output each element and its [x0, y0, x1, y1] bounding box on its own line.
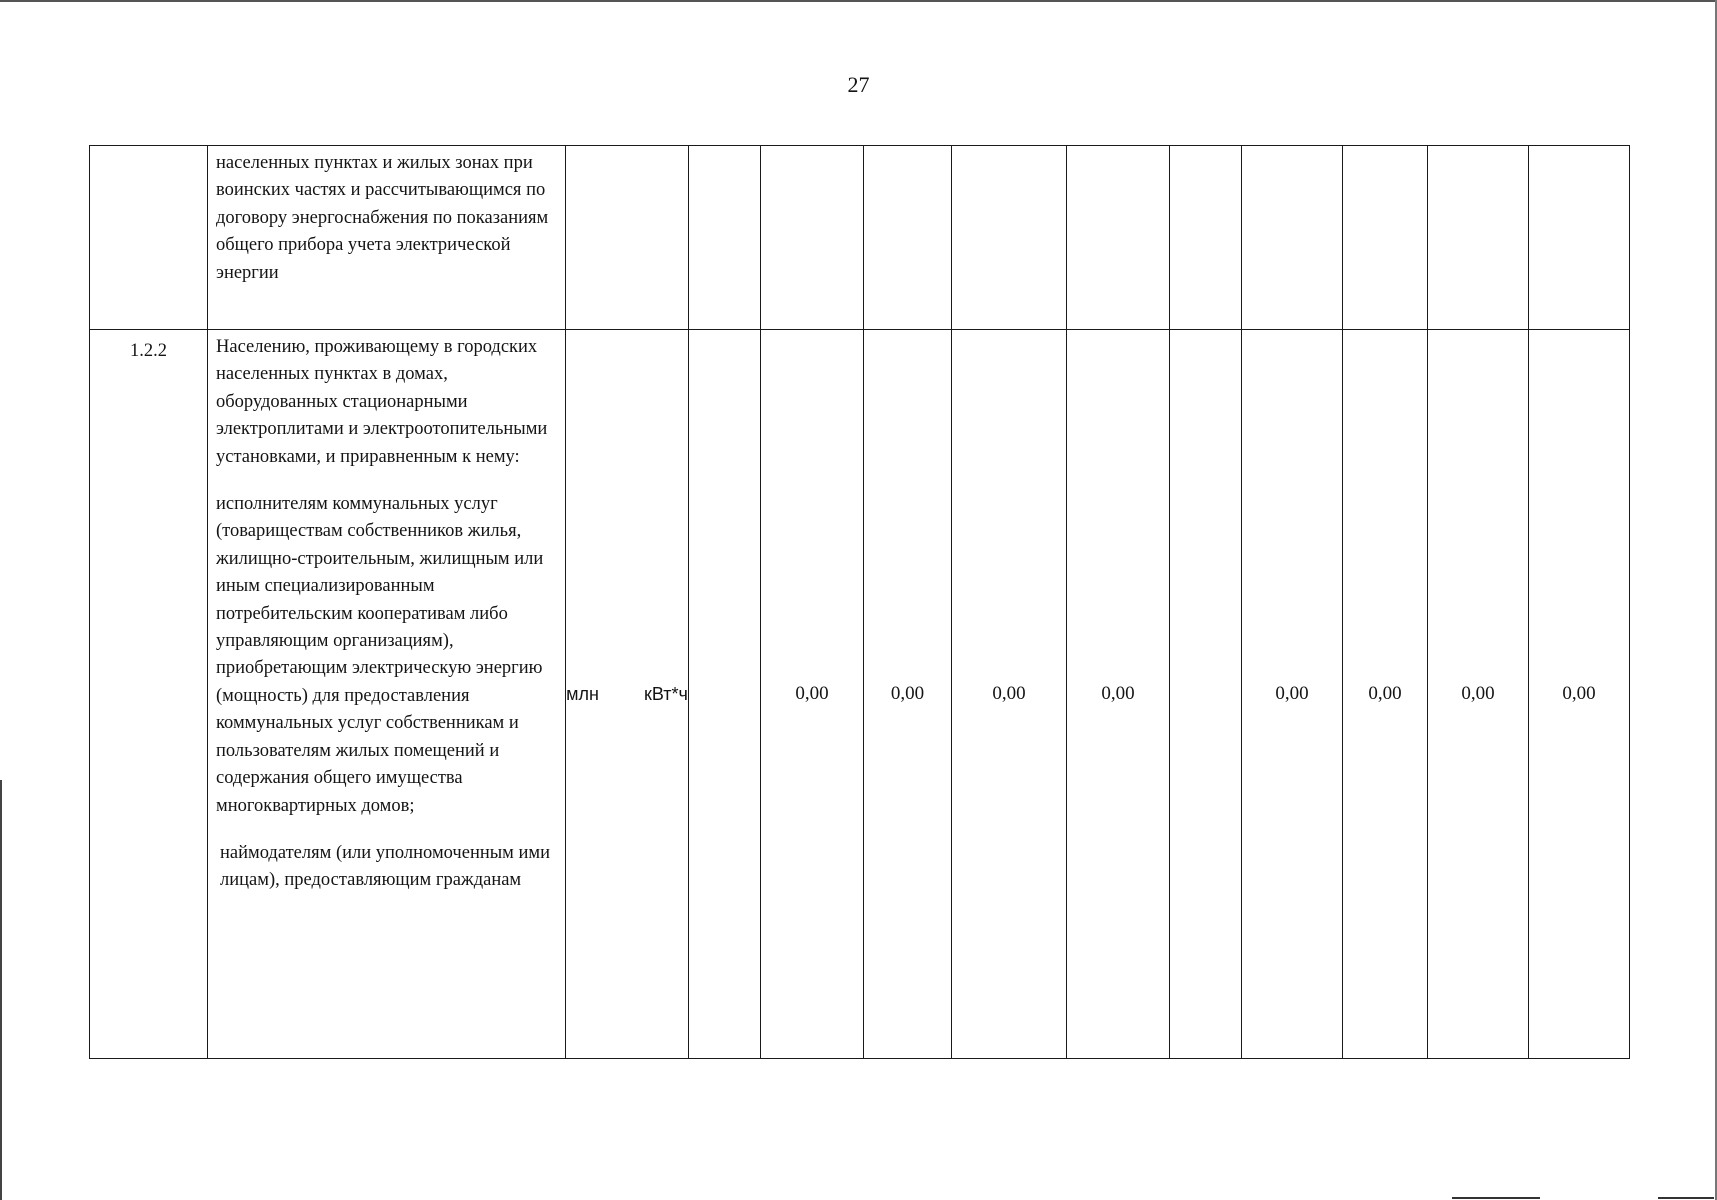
- value-cell: 0,00: [1343, 330, 1428, 1059]
- description-paragraph: наймодателям (или уполномоченным ими лицам), предоставляющим гражданам: [220, 842, 551, 891]
- row-description: [208, 146, 566, 330]
- page-number: 27: [847, 72, 870, 97]
- row-number: 1.2.2: [90, 330, 208, 1059]
- value-cell: [689, 330, 761, 1059]
- value-cell: 0,00: [952, 330, 1067, 1059]
- value-cell: 0,00: [1428, 330, 1529, 1059]
- value-cell: 0,00: [1529, 330, 1630, 1059]
- scan-edge-left: [0, 780, 2, 1200]
- scan-mark-bottom-1: [1452, 1197, 1540, 1199]
- value-cell: [1067, 146, 1170, 330]
- table-row: [90, 146, 1630, 330]
- value-cell: 0,00: [864, 330, 952, 1059]
- table-row: [90, 330, 1630, 1059]
- description-paragraph: Населению, проживающему в городских населенных пунктах в домах, оборудованных стационарными электроплитами и электроотопительными установками, и приравненным к нему:: [216, 337, 548, 467]
- value-cell: 0,00: [1067, 330, 1170, 1059]
- unit-cell: млн кВт*ч: [566, 330, 689, 1059]
- row-number: [90, 146, 208, 330]
- scan-mark-bottom-2: [1658, 1197, 1714, 1199]
- value-cell: [761, 146, 864, 330]
- value-cell: 0,00: [1242, 330, 1343, 1059]
- tariff-table: [89, 145, 1630, 1059]
- row-description: [208, 330, 566, 1059]
- value-cell: [864, 146, 952, 330]
- value-cell: [952, 146, 1067, 330]
- value-cell: [1170, 146, 1242, 330]
- scan-border-top: [0, 0, 1717, 2]
- value-cell: [1343, 146, 1428, 330]
- unit-cell: [566, 146, 689, 330]
- value-cell: [689, 146, 761, 330]
- value-cell: 0,00: [761, 330, 864, 1059]
- value-cell: [1529, 146, 1630, 330]
- value-cell: [1170, 330, 1242, 1059]
- description-text: населенных пунктах и жилых зонах при воинских частях и рассчитывающимся по договору энергоснабжения по показаниям общего прибора учета электрической энергии: [216, 153, 549, 283]
- value-cell: [1428, 146, 1529, 330]
- description-paragraph: исполнителям коммунальных услуг (товариществам собственников жилья, жилищно-строительным, жилищным или иным специализированным потребительским кооперативам либо управляющим организациям), приобретающим электрическую энергию (мощность) для предоставления коммунальных услуг собственникам и пользователям жилых помещений и содержания общего имущества многоквартирных домов;: [216, 494, 544, 816]
- value-cell: [1242, 146, 1343, 330]
